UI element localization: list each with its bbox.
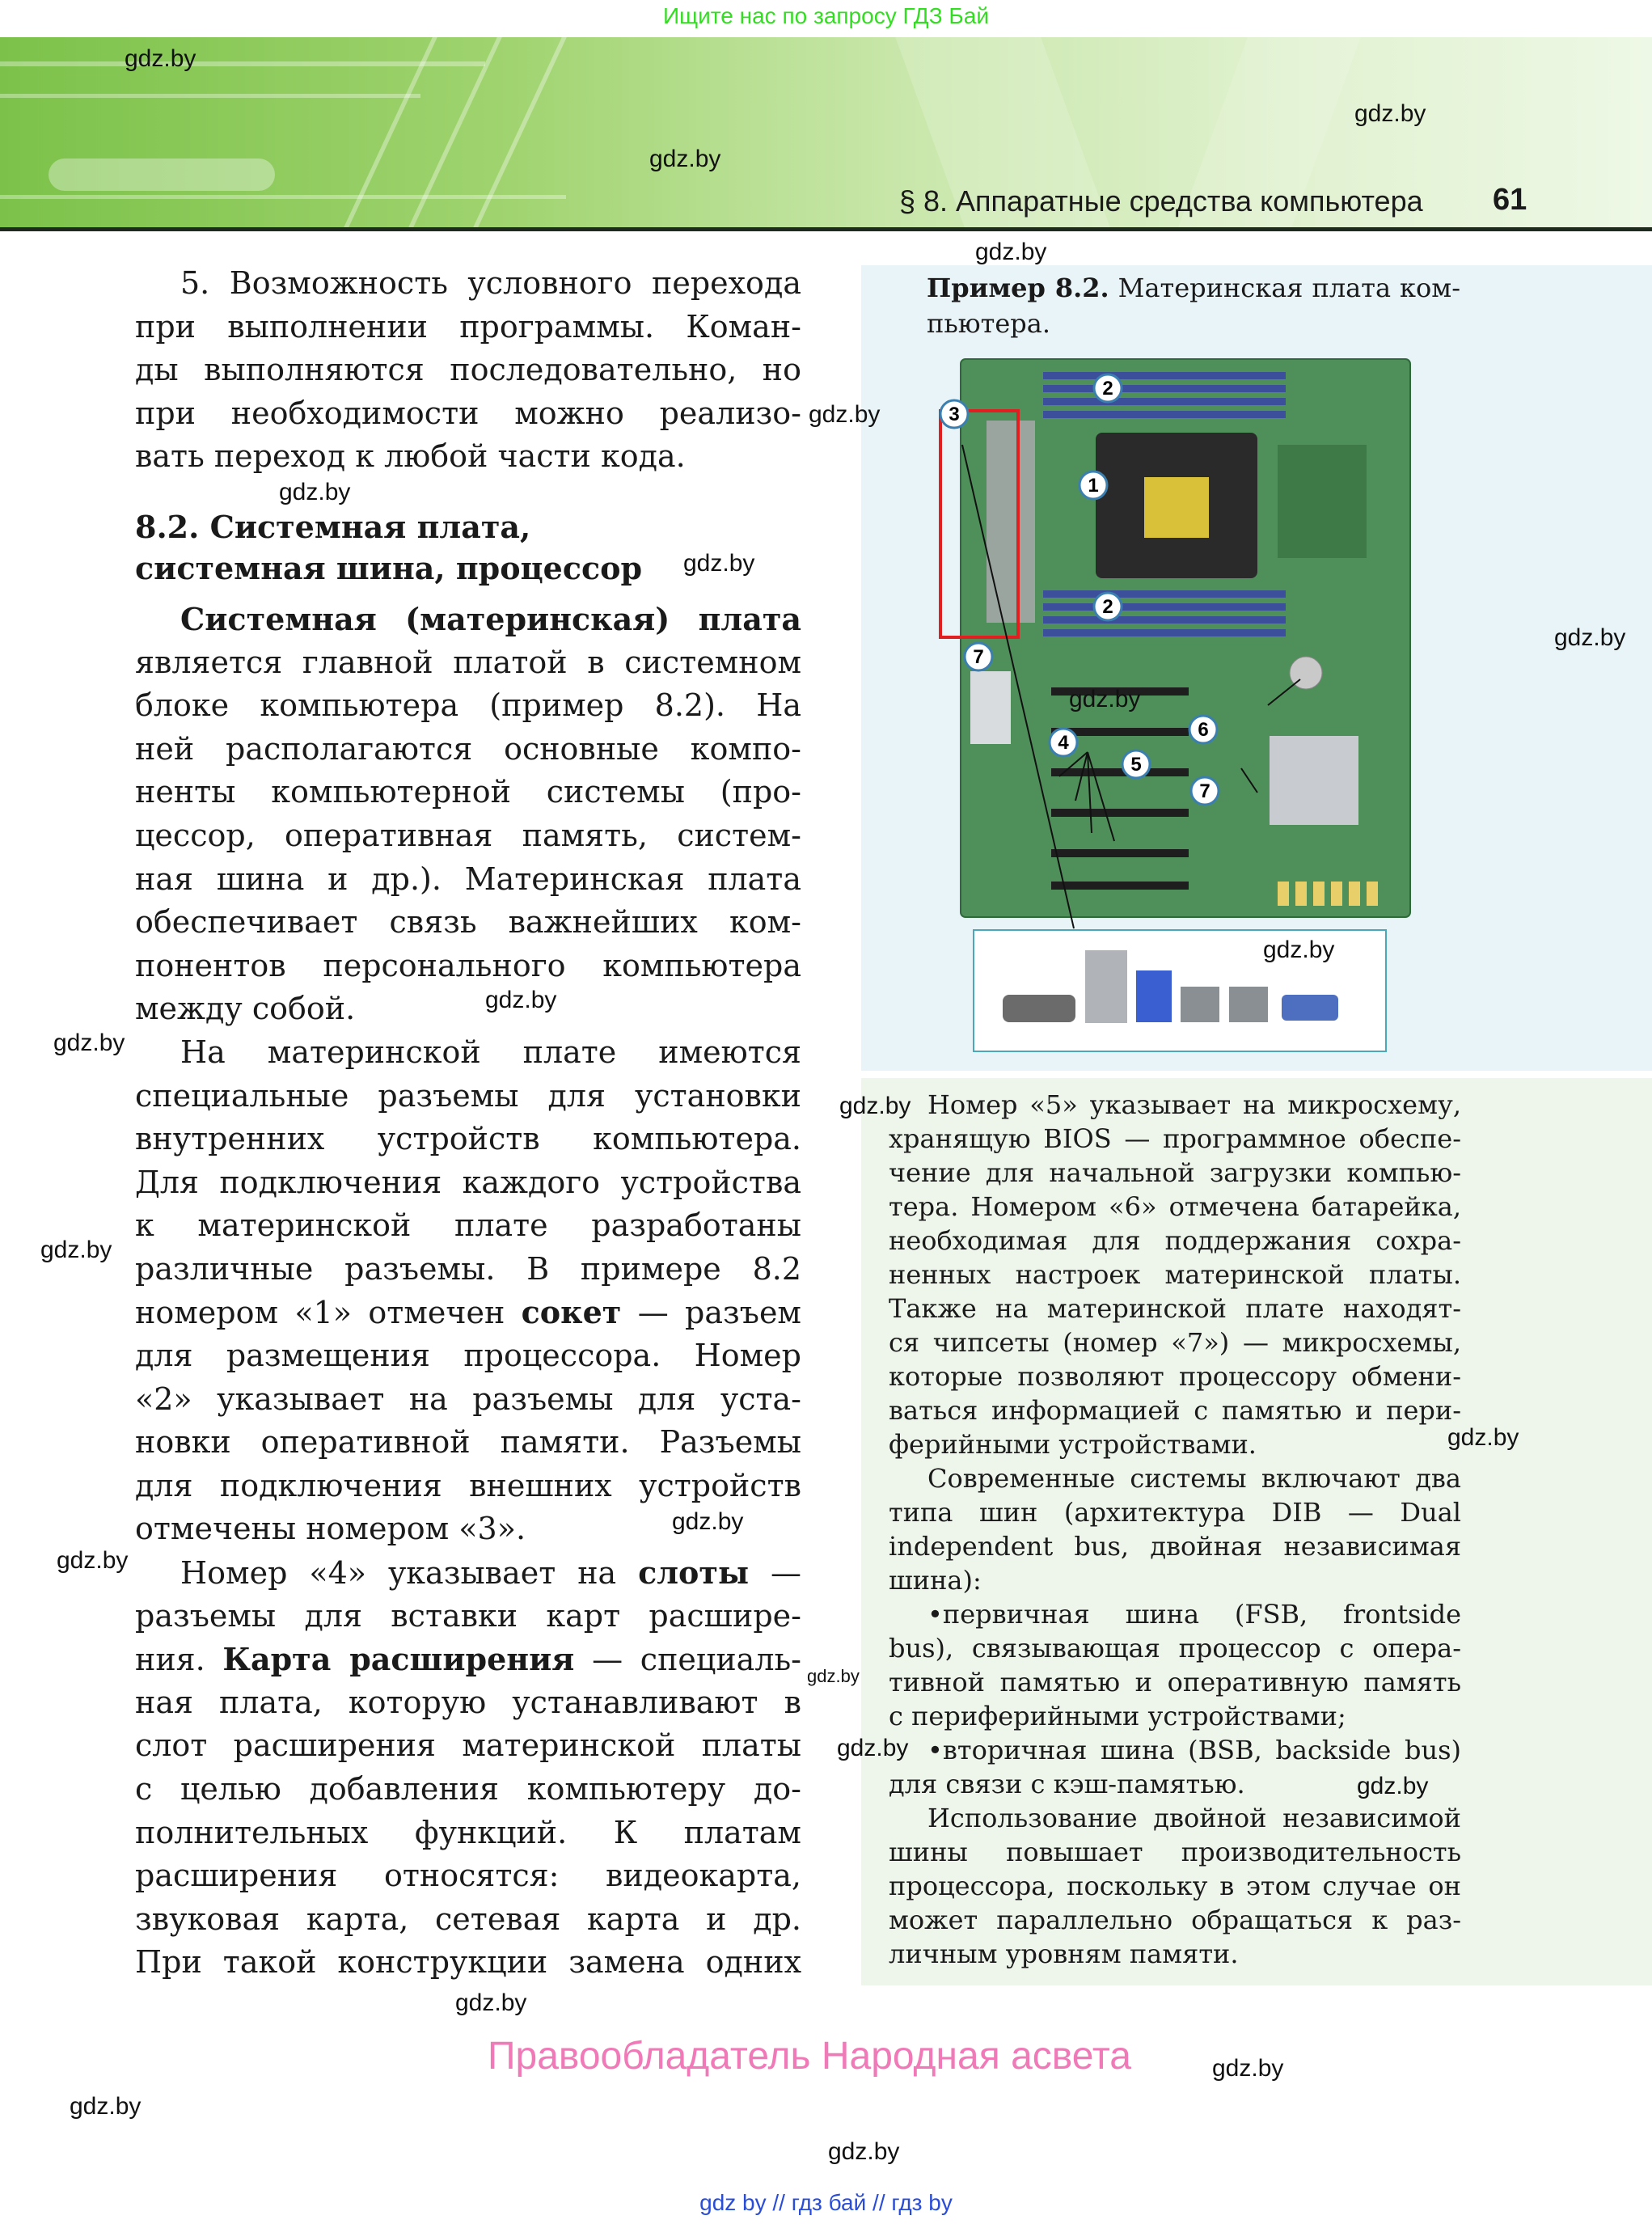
paragraph: [135, 262, 801, 479]
bold-term: Системная (материнская) плата: [180, 600, 801, 637]
watermark: gdz.by: [485, 987, 557, 1013]
watermark: gdz.by: [125, 45, 196, 72]
text-line: типа шин (архитектура DIB — Dual: [889, 1497, 1461, 1528]
text-line: различные разъемы. В примере 8.2: [135, 1250, 801, 1287]
text-line: которые позволяют процессору обмени-: [889, 1361, 1461, 1392]
search-hint: Ищите нас по запросу ГДЗ Бай: [662, 3, 990, 28]
text-line: чение для начальной загрузки компью-: [889, 1157, 1461, 1188]
callout-5: [1122, 750, 1150, 778]
watermark: gdz.by: [975, 239, 1047, 265]
paragraph: [889, 1597, 1461, 1733]
watermark: gdz.by: [837, 1735, 909, 1761]
text-line: 5. Возможность условного перехода: [180, 265, 801, 301]
text-line: При такой конструкции замена одних: [135, 1944, 801, 1981]
watermark: gdz.by: [807, 1666, 860, 1686]
text-line: ная шина и др.). Материнская плата: [135, 860, 801, 897]
text-line: расширения относятся: видеокарта,: [135, 1858, 801, 1894]
text-segment: ния.: [135, 1642, 223, 1678]
text-line: цессор, оперативная память, систем-: [135, 817, 801, 853]
watermark: gdz.by: [828, 2138, 900, 2165]
text-line: шины повышает производительность: [889, 1837, 1461, 1867]
callout-number: 2: [1102, 378, 1113, 400]
text-line: «2» указывает на разъемы для уста-: [135, 1380, 801, 1417]
io-ports: [987, 421, 1035, 623]
callout-number: 7: [1199, 780, 1210, 802]
text-line: для размещения процессора. Номер: [135, 1338, 801, 1374]
text-line: специальные разъемы для установки: [135, 1077, 801, 1114]
vga-port: [1282, 995, 1338, 1021]
bold-term: сокет: [521, 1294, 622, 1331]
text-line: ная плата, которую устанавливают в: [135, 1684, 801, 1720]
watermark: gdz.by: [1263, 937, 1335, 963]
chipset-small: [970, 671, 1011, 744]
usb3-ports: [1136, 970, 1172, 1022]
text-line: слот расширения материнской платы: [135, 1727, 801, 1764]
callout-number: 4: [1058, 732, 1069, 754]
text-line: [135, 1638, 801, 1681]
chapter-title: § 8. Аппаратные средства компьютера: [899, 184, 1423, 218]
watermark: gdz.by: [455, 1989, 527, 2016]
lan-port: [1181, 987, 1219, 1022]
text-line: [135, 1551, 801, 1595]
text-line: для подключения внешних устройств: [135, 1467, 801, 1503]
text-line: для связи с кэш-памятью.: [889, 1769, 1245, 1799]
text-line: к материнской плате разработаны: [135, 1207, 801, 1244]
watermark: gdz.by: [839, 1093, 911, 1119]
motherboard-image: [938, 356, 1423, 1059]
watermark: gdz.by: [1554, 624, 1626, 651]
text-line: новки оперативной памяти. Разъемы: [135, 1424, 801, 1461]
chipset: [1270, 736, 1358, 825]
bottom-links[interactable]: gdz by // гдз бай // гдз by: [699, 2190, 953, 2215]
text-line: тера. Номером «6» отмечена батарейка,: [889, 1191, 1461, 1222]
text-line: independent bus, двойная независимая: [889, 1531, 1461, 1562]
text-line: с периферийными устройствами;: [889, 1701, 1346, 1731]
text-segment: Номер «4» указывает на: [180, 1555, 639, 1592]
text-line: обеспечивает связь важнейших ком-: [135, 904, 801, 941]
text-line: при выполнении программы. Коман-: [135, 308, 801, 345]
callout-number: 6: [1198, 719, 1209, 741]
page-number: 61: [1493, 183, 1527, 217]
text-segment: — специаль-: [574, 1642, 801, 1678]
bold-term: Карта расширения: [222, 1641, 575, 1678]
bold-term: Пример 8.2.: [927, 273, 1109, 303]
figure-caption: [927, 270, 1460, 341]
text-line: системная шина, процессор: [135, 549, 643, 586]
watermark: gdz.by: [649, 146, 721, 172]
text-line: ней располагаются основные компо-: [135, 730, 801, 767]
callout-number: 5: [1130, 754, 1142, 776]
text-segment: — разъем: [621, 1295, 801, 1331]
text-line: На материнской плате имеются: [180, 1034, 801, 1070]
text-line: Современные системы включают два: [927, 1463, 1461, 1494]
callout-2: [1094, 593, 1122, 620]
paragraph: [135, 1031, 801, 1551]
text-line: между собой.: [135, 991, 356, 1027]
text-line: может параллельно обращаться к раз-: [889, 1905, 1461, 1935]
text-line: ферийными устройствами.: [889, 1429, 1257, 1460]
text-line: вать переход к любой части кода.: [135, 438, 686, 475]
text-line: шина):: [889, 1565, 982, 1596]
paragraph: [927, 270, 1460, 341]
text-line: необходимая для поддержания сохра-: [889, 1225, 1461, 1256]
text-line: процессора, поскольку в этом случае он: [889, 1871, 1461, 1901]
text-line: 8.2. Системная плата,: [135, 508, 531, 545]
callout-3: [940, 400, 968, 428]
paragraph: [135, 1551, 801, 1985]
watermark: gdz.by: [683, 550, 755, 577]
callout-number: 7: [973, 646, 984, 668]
callout-1: [1080, 471, 1107, 499]
text-line: личным уровням памяти.: [889, 1939, 1239, 1969]
text-line: ненных настроек материнской платы.: [889, 1259, 1461, 1290]
watermark: gdz.by: [40, 1237, 112, 1263]
left-column: [135, 262, 801, 1985]
right-column: [889, 1088, 1461, 1971]
watermark: gdz.by: [57, 1547, 129, 1574]
copyright-notice: Правообладатель Народная асвета: [488, 2035, 1131, 2078]
watermark: gdz.by: [1447, 1424, 1519, 1451]
watermark: gdz.by: [1069, 686, 1141, 712]
text-line: •вторичная шина (BSB, backside bus): [927, 1735, 1461, 1765]
text-line: хранящую BIOS — программное обеспе-: [889, 1123, 1461, 1154]
paragraph: [889, 1801, 1461, 1971]
text-line: ненты компьютерной системы (про-: [135, 774, 801, 810]
text-line: [135, 1291, 801, 1334]
text-line: понентов персонального компьютера: [135, 947, 801, 983]
text-line: ся чипсеты (номер «7») — микросхемы,: [889, 1327, 1461, 1358]
text-line: Номер «5» указывает на микросхему,: [927, 1089, 1461, 1120]
watermark: gdz.by: [53, 1030, 125, 1056]
text-line: внутренних устройств компьютера.: [135, 1121, 801, 1157]
bold-term: слоты: [638, 1554, 750, 1592]
lan-port: [1229, 987, 1268, 1022]
watermark: gdz.by: [809, 401, 881, 428]
callout-number: 2: [1102, 596, 1113, 618]
callout-number: 1: [1088, 475, 1099, 497]
watermark: gdz.by: [1357, 1773, 1429, 1799]
text-line: ды выполняются последовательно, но: [135, 352, 801, 388]
paragraph: [889, 1088, 1461, 1461]
text-line: Также на материнской плате находят-: [889, 1293, 1461, 1324]
text-line: Для подключения каждого устройства: [135, 1164, 801, 1200]
lan-usb-stack: [1085, 950, 1127, 1023]
text-line: отмечены номером «3».: [135, 1511, 526, 1547]
callout-2: [1094, 374, 1122, 402]
cpu: [1144, 477, 1209, 538]
text-line: звуковая карта, сетевая карта и др.: [135, 1901, 801, 1937]
callout-7: [1191, 777, 1219, 805]
callout-4: [1050, 729, 1077, 756]
watermark: gdz.by: [1212, 2055, 1284, 2082]
paragraph: [889, 1461, 1461, 1597]
callout-6: [1189, 716, 1217, 743]
text-segment: Материнская плата ком-: [1109, 273, 1460, 303]
watermark: gdz.by: [279, 479, 351, 505]
text-line: блоке компьютера (пример 8.2). На: [135, 687, 801, 724]
text-line: является главной платой в системном: [135, 644, 801, 680]
text-line: bus), связывающая процессор с опера-: [889, 1633, 1461, 1664]
text-line: •первичная шина (FSB, frontside: [927, 1599, 1461, 1630]
serial-port: [1003, 995, 1075, 1022]
text-line: пьютера.: [927, 308, 1050, 339]
paragraph: [135, 598, 801, 1031]
watermark: gdz.by: [1354, 100, 1426, 127]
text-line: [135, 598, 801, 641]
watermark: gdz.by: [672, 1508, 744, 1535]
text-segment: номером «1» отмечен: [135, 1295, 522, 1331]
text-line: тивной памятью и оперативную память: [889, 1667, 1461, 1698]
text-line: с целью добавления компьютеру до-: [135, 1771, 801, 1807]
watermark: gdz.by: [70, 2093, 142, 2120]
text-line: Использование двойной независимой: [927, 1803, 1461, 1833]
text-line: при необходимости можно реализо-: [135, 395, 801, 431]
text-line: ваться информацией с памятью и пери-: [889, 1395, 1461, 1426]
text-line: разъемы для вставки карт расшире-: [135, 1597, 801, 1634]
text-segment: —: [749, 1555, 801, 1592]
callout-number: 3: [949, 404, 960, 425]
text-line: полнительных функций. К платам: [135, 1814, 801, 1850]
callout-7: [965, 643, 992, 670]
text-line: [927, 270, 1460, 306]
vrm: [1278, 445, 1367, 558]
